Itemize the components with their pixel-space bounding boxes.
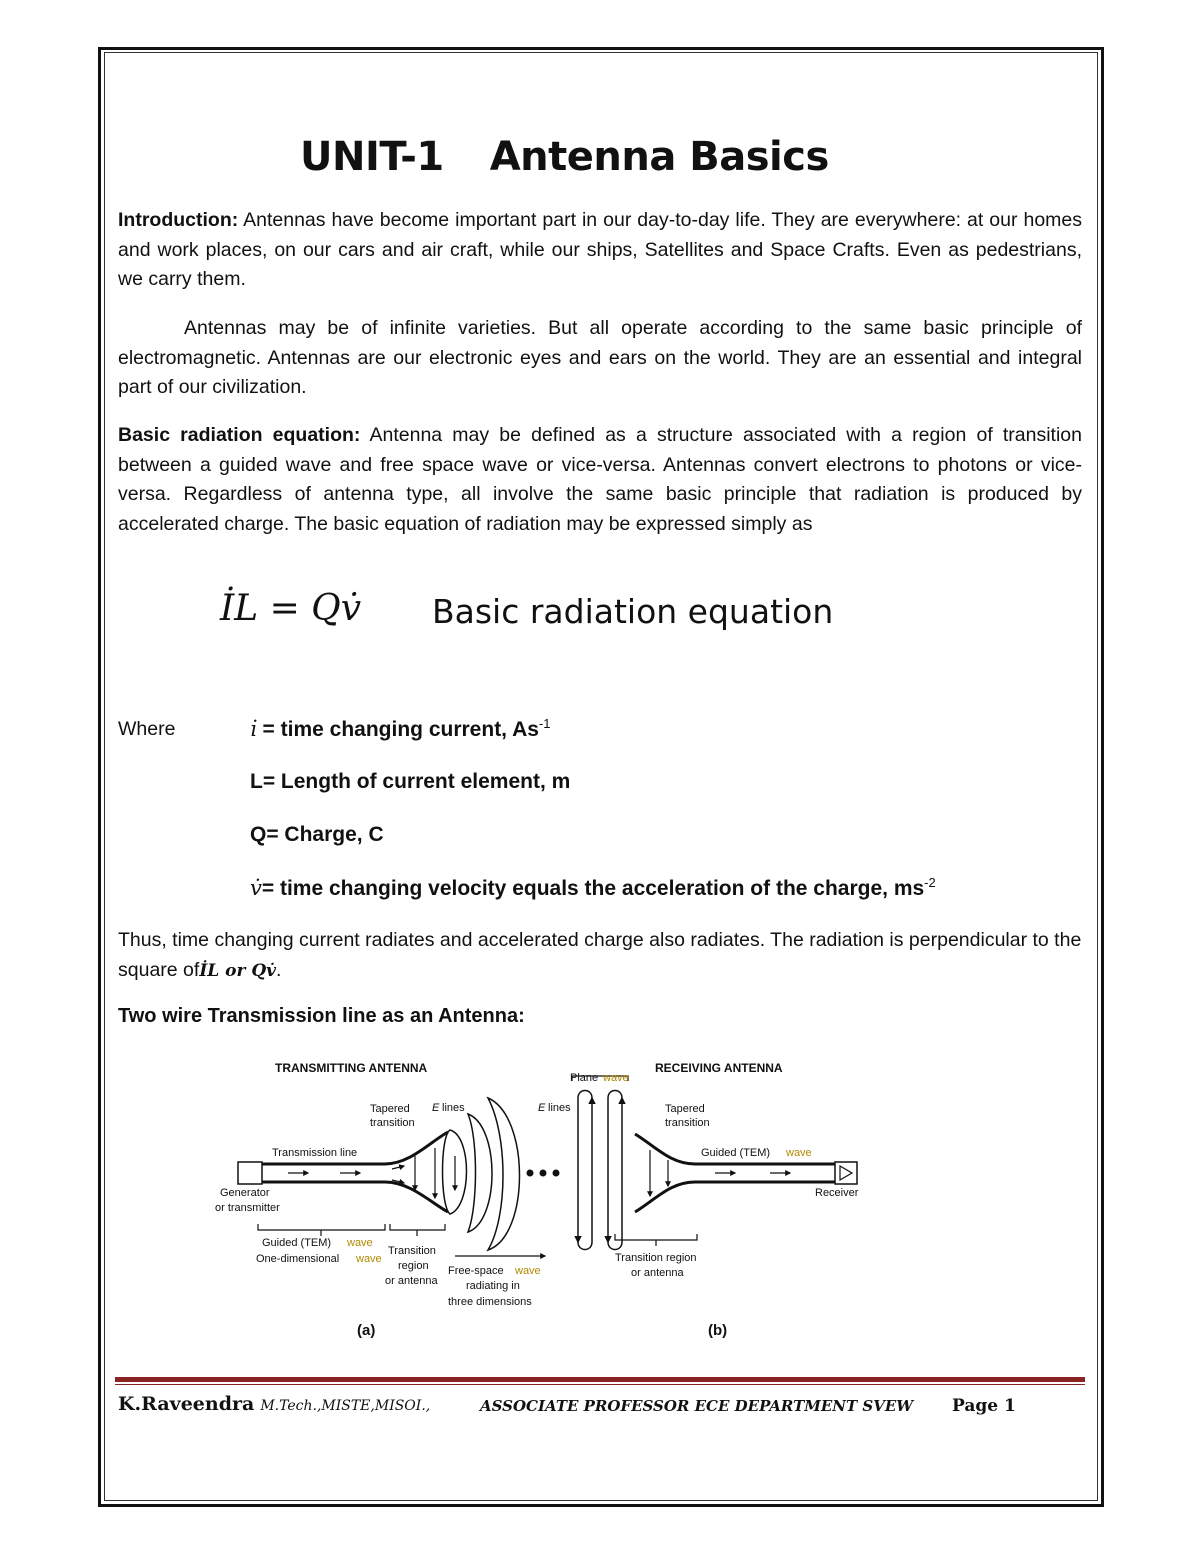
region-tx: region xyxy=(398,1260,429,1272)
e-lines-tx: lines xyxy=(442,1102,465,1114)
definition-charge xyxy=(250,823,384,847)
transition-region-rx: Transition region xyxy=(615,1252,697,1264)
definition-length-text: L= Length of current element, m xyxy=(250,770,571,793)
definition-current-text: = time changing current, As xyxy=(256,718,539,741)
intro-heading: Introduction: xyxy=(118,209,239,231)
guided-wave-rx: wave xyxy=(786,1147,812,1159)
intro-paragraph xyxy=(118,206,1082,295)
definition-velocity-exp: -2 xyxy=(924,875,936,890)
one-dim-label: One-dimensional xyxy=(256,1253,340,1265)
free-space-wave: wave xyxy=(515,1265,541,1277)
guided-label-rx: Guided (TEM) xyxy=(701,1147,771,1159)
e-symbol-tx: E xyxy=(432,1102,440,1114)
receiver-label: Receiver xyxy=(815,1187,859,1199)
page-footer xyxy=(118,1393,1016,1416)
varieties-paragraph: Antennas may be of infinite varieties. But all operate according to the same basic principle of electromagnetic. Antennas are our electronic eyes and ears on the world. They are an essential and integral part of our civilization. xyxy=(118,317,1082,398)
definition-charge-text: Q= Charge, C xyxy=(250,823,384,846)
symbol-v-dot: v̇ xyxy=(250,876,262,900)
definition-velocity-text: = time changing velocity equals the acceleration of the charge, ms xyxy=(261,877,925,900)
or-antenna-rx: or antenna xyxy=(631,1267,684,1279)
footer-quals: M.Tech.,MISTE,MISOI., xyxy=(260,1398,431,1414)
title-topic: Antenna Basics xyxy=(489,134,829,180)
equation-label: Basic radiation equation xyxy=(432,592,834,631)
guided-label-tx: Guided (TEM) xyxy=(262,1237,332,1249)
generator-label: Generator xyxy=(220,1187,270,1199)
thus-paragraph xyxy=(118,926,1082,986)
or-antenna-tx: or antenna xyxy=(385,1275,438,1287)
where-label: Where xyxy=(118,718,176,740)
section-heading: Two wire Transmission line as an Antenna: xyxy=(118,1005,525,1027)
tapered-label-rx: Tapered xyxy=(665,1103,705,1115)
thus-end: . xyxy=(276,958,282,981)
intro-text: Antennas have become important part in our day-to-day life. They are everywhere: at our homes and work places, on our cars and air craft, while our ships, Satellites and Space Crafts. Even as pedestrians, we carry them. xyxy=(118,209,1082,290)
definition-current xyxy=(250,716,550,742)
definition-length xyxy=(250,770,570,794)
thus-math: İL or Qv̇ xyxy=(199,960,277,981)
footer-rule xyxy=(115,1377,1085,1382)
plane-wave-label: wave xyxy=(603,1072,629,1084)
e-lines-rx: lines xyxy=(548,1102,571,1114)
radiation-equation: İL = Qv̇ xyxy=(220,588,362,629)
label-b: (b) xyxy=(708,1322,728,1339)
guided-wave-tx: wave xyxy=(347,1237,373,1249)
basic-radiation-paragraph xyxy=(118,421,1082,539)
generator-box xyxy=(238,1162,262,1184)
footer-author: K.Raveendra xyxy=(118,1393,255,1415)
plane-label: Plane xyxy=(570,1072,599,1084)
e-symbol-rx: E xyxy=(538,1102,546,1114)
footer-rule-thin xyxy=(115,1384,1085,1385)
tline-label: Transmission line xyxy=(272,1147,358,1159)
three-dims-label: three dimensions xyxy=(448,1296,532,1308)
tapered-label-tx: Tapered xyxy=(370,1103,410,1115)
transmission-line-antenna-figure xyxy=(210,1056,880,1346)
definition-velocity xyxy=(250,875,936,901)
transmitter-label: or transmitter xyxy=(215,1202,280,1214)
transition-label-tx: transition xyxy=(370,1117,415,1129)
title-unit: UNIT-1 xyxy=(300,134,444,180)
label-a: (a) xyxy=(357,1322,376,1339)
transition-label-rx: transition xyxy=(665,1117,710,1129)
definition-current-exp: -1 xyxy=(538,716,551,731)
one-dim-wave: wave xyxy=(356,1253,382,1265)
rx-title: RECEIVING ANTENNA xyxy=(655,1061,783,1075)
thus-text: Thus, time changing current radiates and accelerated charge also radiates. The radiation is perpendicular to the square of xyxy=(118,929,1082,981)
basic-text: Antenna may be defined as a structure associated with a region of transition between a guided wave and free space wave or vice-versa. Antennas convert electrons to photons or vice-versa. Regardless of antenna type, all involve the same basic principle that radiation is produced by accelerated charge. The basic equation of radiation may be expressed simply as xyxy=(118,424,1082,535)
radiating-label: radiating in xyxy=(466,1280,520,1292)
transition-cap-tx: Transition xyxy=(388,1245,436,1257)
symbol-i-dot: i̇ xyxy=(250,717,257,741)
page-title xyxy=(300,134,829,180)
footer-page-number: Page 1 xyxy=(952,1396,1016,1416)
footer-role: ASSOCIATE PROFESSOR ECE DEPARTMENT SVEW xyxy=(480,1397,914,1415)
free-space-label: Free-space xyxy=(448,1265,504,1277)
basic-heading: Basic radiation equation: xyxy=(118,424,361,446)
tx-title: TRANSMITTING ANTENNA xyxy=(275,1061,428,1075)
